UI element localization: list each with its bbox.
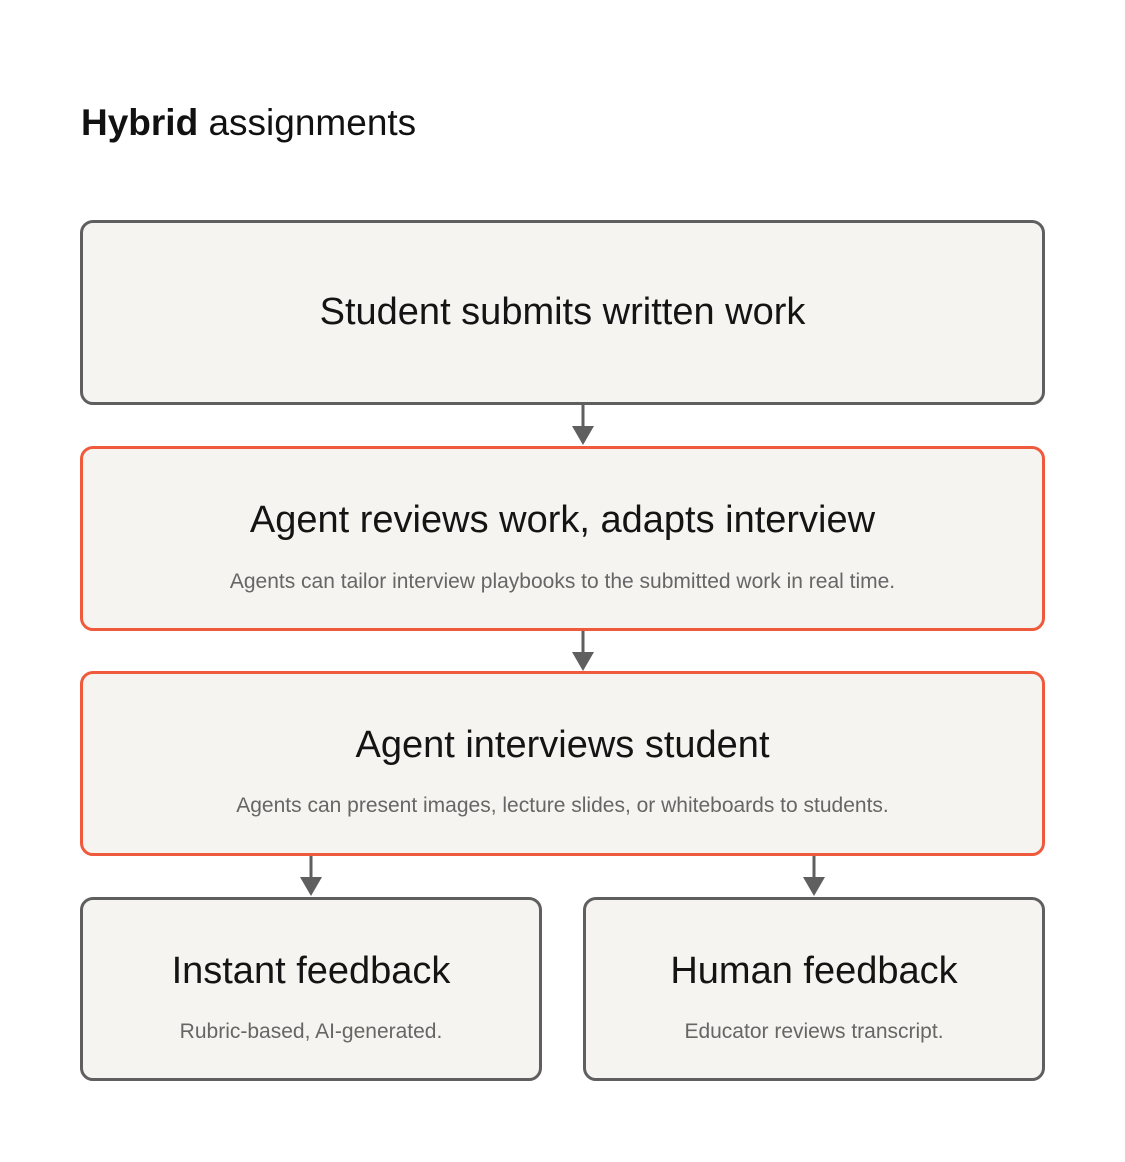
step-description: Rubric-based, AI-generated. — [179, 1020, 443, 1043]
step-student-submits — [80, 220, 1045, 405]
step-heading: Instant feedback — [171, 950, 451, 992]
diagram-title — [81, 100, 416, 146]
step-instant-feedback — [80, 897, 542, 1081]
arrow-interview-to-instant — [300, 856, 322, 896]
step-description: Agents can tailor interview playbooks to the submitted work in real time. — [229, 570, 896, 593]
arrow-interview-to-human — [803, 856, 825, 896]
title-bold: Hybrid — [81, 102, 199, 143]
step-human-feedback — [583, 897, 1045, 1081]
step-agent-reviews — [80, 446, 1045, 631]
step-agent-interviews — [80, 671, 1045, 856]
arrow-review-to-interview — [572, 631, 594, 671]
step-heading: Agent reviews work, adapts interview — [249, 499, 876, 541]
step-description: Educator reviews transcript. — [684, 1020, 944, 1043]
arrow-submit-to-review — [572, 405, 594, 445]
step-heading: Student submits written work — [319, 291, 806, 333]
title-rest: assignments — [198, 102, 417, 143]
step-heading: Human feedback — [670, 950, 958, 992]
step-heading: Agent interviews student — [355, 724, 770, 766]
step-description: Agents can present images, lecture slides, or whiteboards to students. — [236, 794, 889, 817]
